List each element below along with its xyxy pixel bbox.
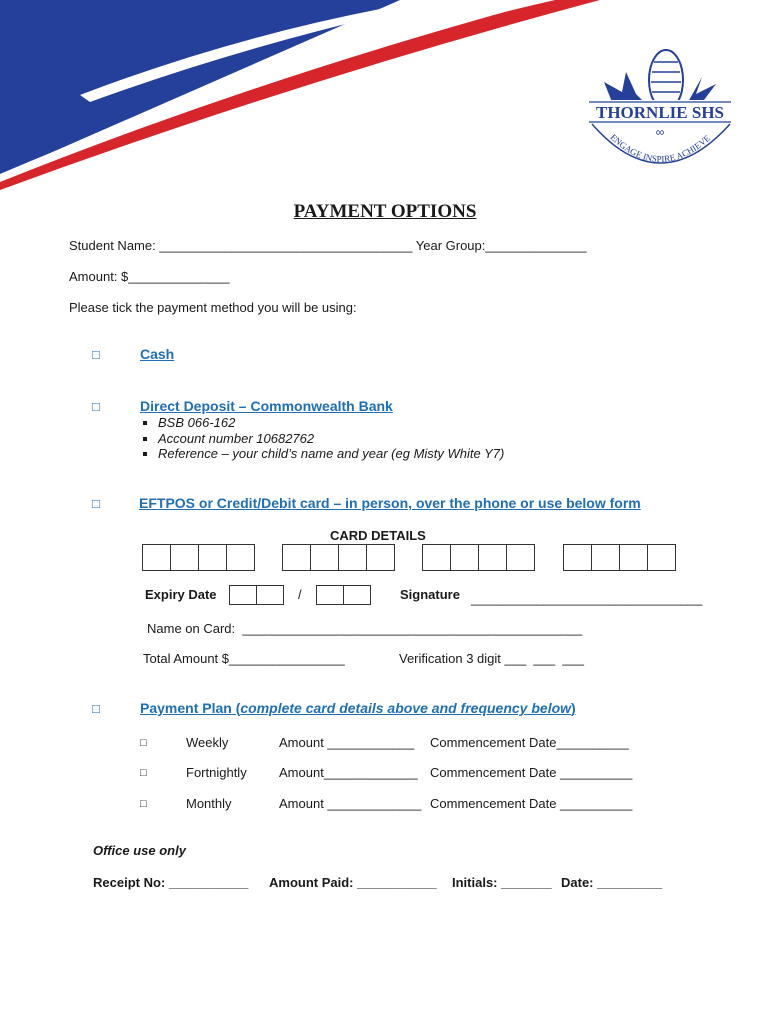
card-number-group-4[interactable] [564, 544, 676, 571]
fortnightly-commencement[interactable]: Commencement Date __________ [430, 765, 633, 780]
card-number-group-3[interactable] [423, 544, 535, 571]
expiry-year-boxes[interactable] [317, 585, 371, 605]
expiry-slash: / [298, 587, 302, 602]
amount-paid-field[interactable]: Amount Paid: ___________ [269, 875, 437, 890]
cash-checkbox[interactable]: □ [92, 347, 100, 362]
monthly-checkbox[interactable]: □ [140, 798, 147, 810]
date-field[interactable]: Date: _________ [561, 875, 663, 890]
student-name-field[interactable]: Student Name: ___________________________________ Year Group:______________ [69, 238, 587, 253]
payment-plan-checkbox[interactable]: □ [92, 701, 100, 716]
total-amount-field[interactable]: Total Amount $________________ [143, 651, 345, 666]
expiry-month-boxes[interactable] [230, 585, 284, 605]
card-number-group-2[interactable] [283, 544, 395, 571]
name-on-card-field[interactable]: Name on Card: _______________________________________________ [147, 621, 583, 636]
svg-text:∞: ∞ [655, 125, 665, 139]
verification-field[interactable]: Verification 3 digit ___ ___ ___ [399, 651, 585, 666]
receipt-no-field[interactable]: Receipt No: ___________ [93, 875, 249, 890]
logo-school-name: THORNLIE SHS [595, 103, 725, 122]
monthly-amount[interactable]: Amount _____________ [279, 796, 422, 811]
office-use-heading: Office use only [93, 843, 186, 858]
school-logo [584, 32, 734, 182]
initials-field[interactable]: Initials: _______ [452, 875, 552, 890]
signature-line[interactable]: ________________________________ [471, 591, 703, 606]
fortnightly-amount[interactable]: Amount_____________ [279, 765, 418, 780]
monthly-label: Monthly [186, 796, 232, 811]
weekly-label: Weekly [186, 735, 229, 750]
expiry-label: Expiry Date [145, 587, 217, 602]
reference-item: ▪ Reference – your child’s name and year (eg Misty White Y7) [158, 446, 504, 462]
direct-deposit-option: Direct Deposit – Commonwealth Bank [140, 398, 393, 414]
payment-plan-option: Payment Plan (complete card details above and frequency below) [140, 700, 576, 716]
card-details-heading: CARD DETAILS [330, 528, 426, 543]
header-banner [0, 0, 600, 200]
fortnightly-checkbox[interactable]: □ [140, 767, 147, 779]
card-number-group-1[interactable] [143, 544, 255, 571]
cash-option: Cash [140, 346, 175, 362]
monthly-commencement[interactable]: Commencement Date __________ [430, 796, 633, 811]
direct-deposit-checkbox[interactable]: □ [92, 399, 100, 414]
weekly-amount[interactable]: Amount ____________ [279, 735, 415, 750]
eftpos-option: EFTPOS or Credit/Debit card – in person, over the phone or use below form [139, 495, 641, 511]
instruction-text: Please tick the payment method you will be using: [69, 300, 357, 315]
account-item: ▪ Account number 10682762 [158, 431, 504, 447]
fortnightly-label: Fortnightly [186, 765, 247, 780]
direct-deposit-details [140, 415, 504, 462]
page-title: PAYMENT OPTIONS [293, 201, 477, 222]
amount-field[interactable]: Amount: $______________ [69, 269, 230, 284]
eftpos-checkbox[interactable]: □ [92, 496, 100, 511]
weekly-checkbox[interactable]: □ [140, 737, 147, 749]
bsb-item: ▪ BSB 066-162 [158, 415, 504, 431]
weekly-commencement[interactable]: Commencement Date__________ [430, 735, 629, 750]
logo-motto: ENGAGE INSPIRE ACHIEVE [608, 132, 713, 165]
signature-label: Signature [400, 587, 460, 602]
